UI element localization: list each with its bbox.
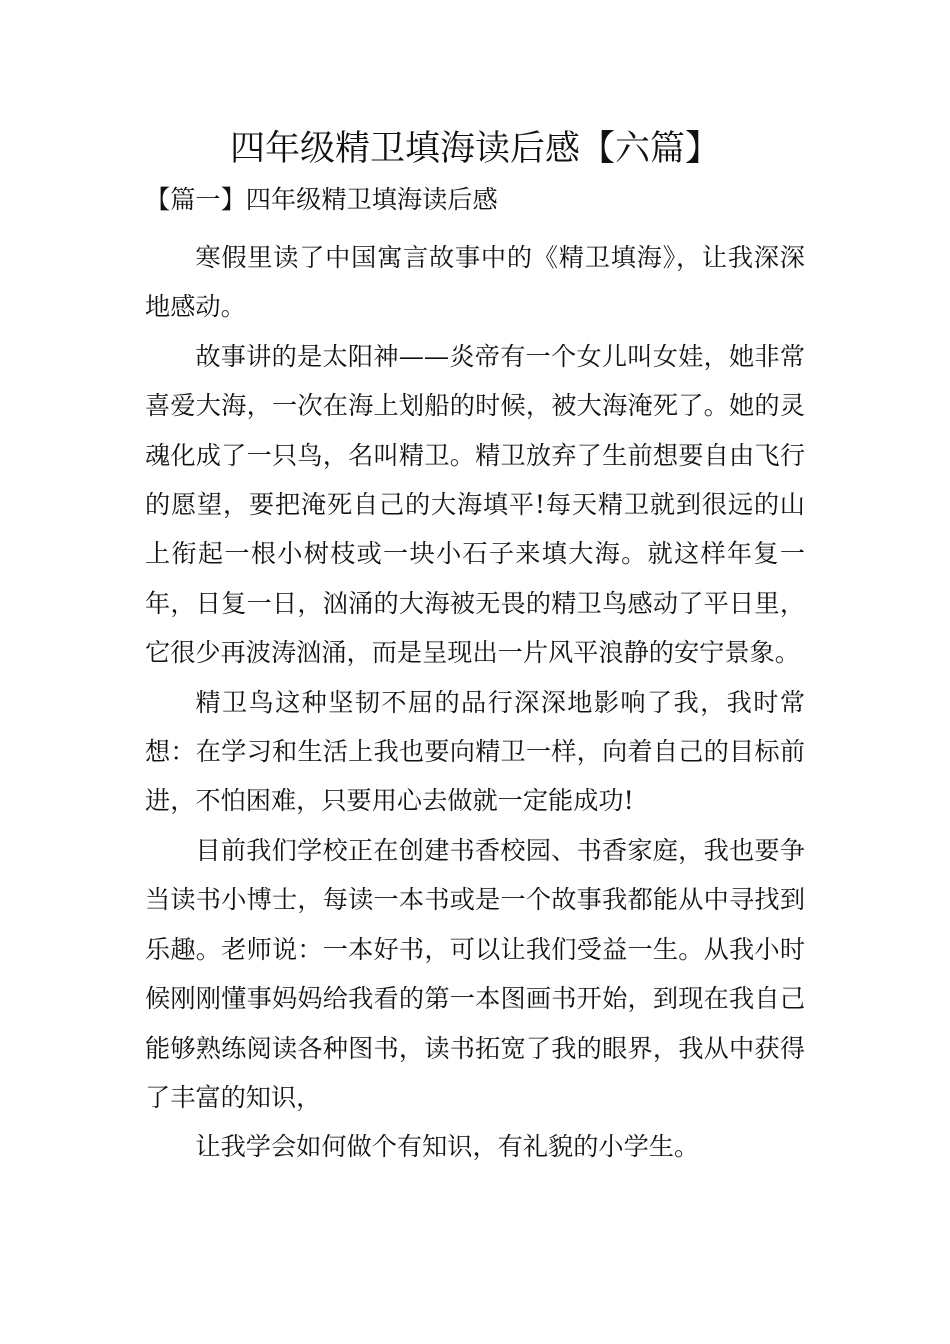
document-title: 四年级精卫填海读后感【六篇】 xyxy=(229,129,720,169)
paragraph: 目前我们学校正在创建书香校园、书香家庭，我也要争当读书小博士，每读一本书或是一个故事我都能从中寻找到乐趣。老师说：一本好书，可以让我们受益一生。从我小时候刚刚懂事妈妈给我看的第一本图画书开始，到现在我自己能够熟练阅读各种图书，读书拓宽了我的眼界，我从中获得了丰富的知识， xyxy=(145,835,805,1112)
paragraph: 让我学会如何做个有知识，有礼貌的小学生。 xyxy=(195,1132,700,1162)
section-heading: 【篇一】四年级精卫填海读后感 xyxy=(145,185,498,214)
document-body xyxy=(145,177,805,1172)
paragraph: 精卫鸟这种坚韧不屈的品行深深地影响了我，我时常想：在学习和生活上我也要向精卫一样，向着自己的目标前进，不怕困难，只要用心去做就一定能成功! xyxy=(145,687,805,816)
paragraph: 寒假里读了中国寓言故事中的《精卫填海》，让我深深地感动。 xyxy=(145,243,805,322)
paragraph: 故事讲的是太阳神——炎帝有一个女儿叫女娃，她非常喜爱大海，一次在海上划船的时候，被大海淹死了。她的灵魂化成了一只鸟，名叫精卫。精卫放弃了生前想要自由飞行的愿望，要把淹死自己的大海填平!每天精卫就到很远的山上衔起一根小树枝或一块小石子来填大海。就这样年复一年，日复一日，汹涌的大海被无畏的精卫鸟感动了平日里，它很少再波涛汹涌，而是呈现出一片风平浪静的安宁景象。 xyxy=(145,341,805,668)
